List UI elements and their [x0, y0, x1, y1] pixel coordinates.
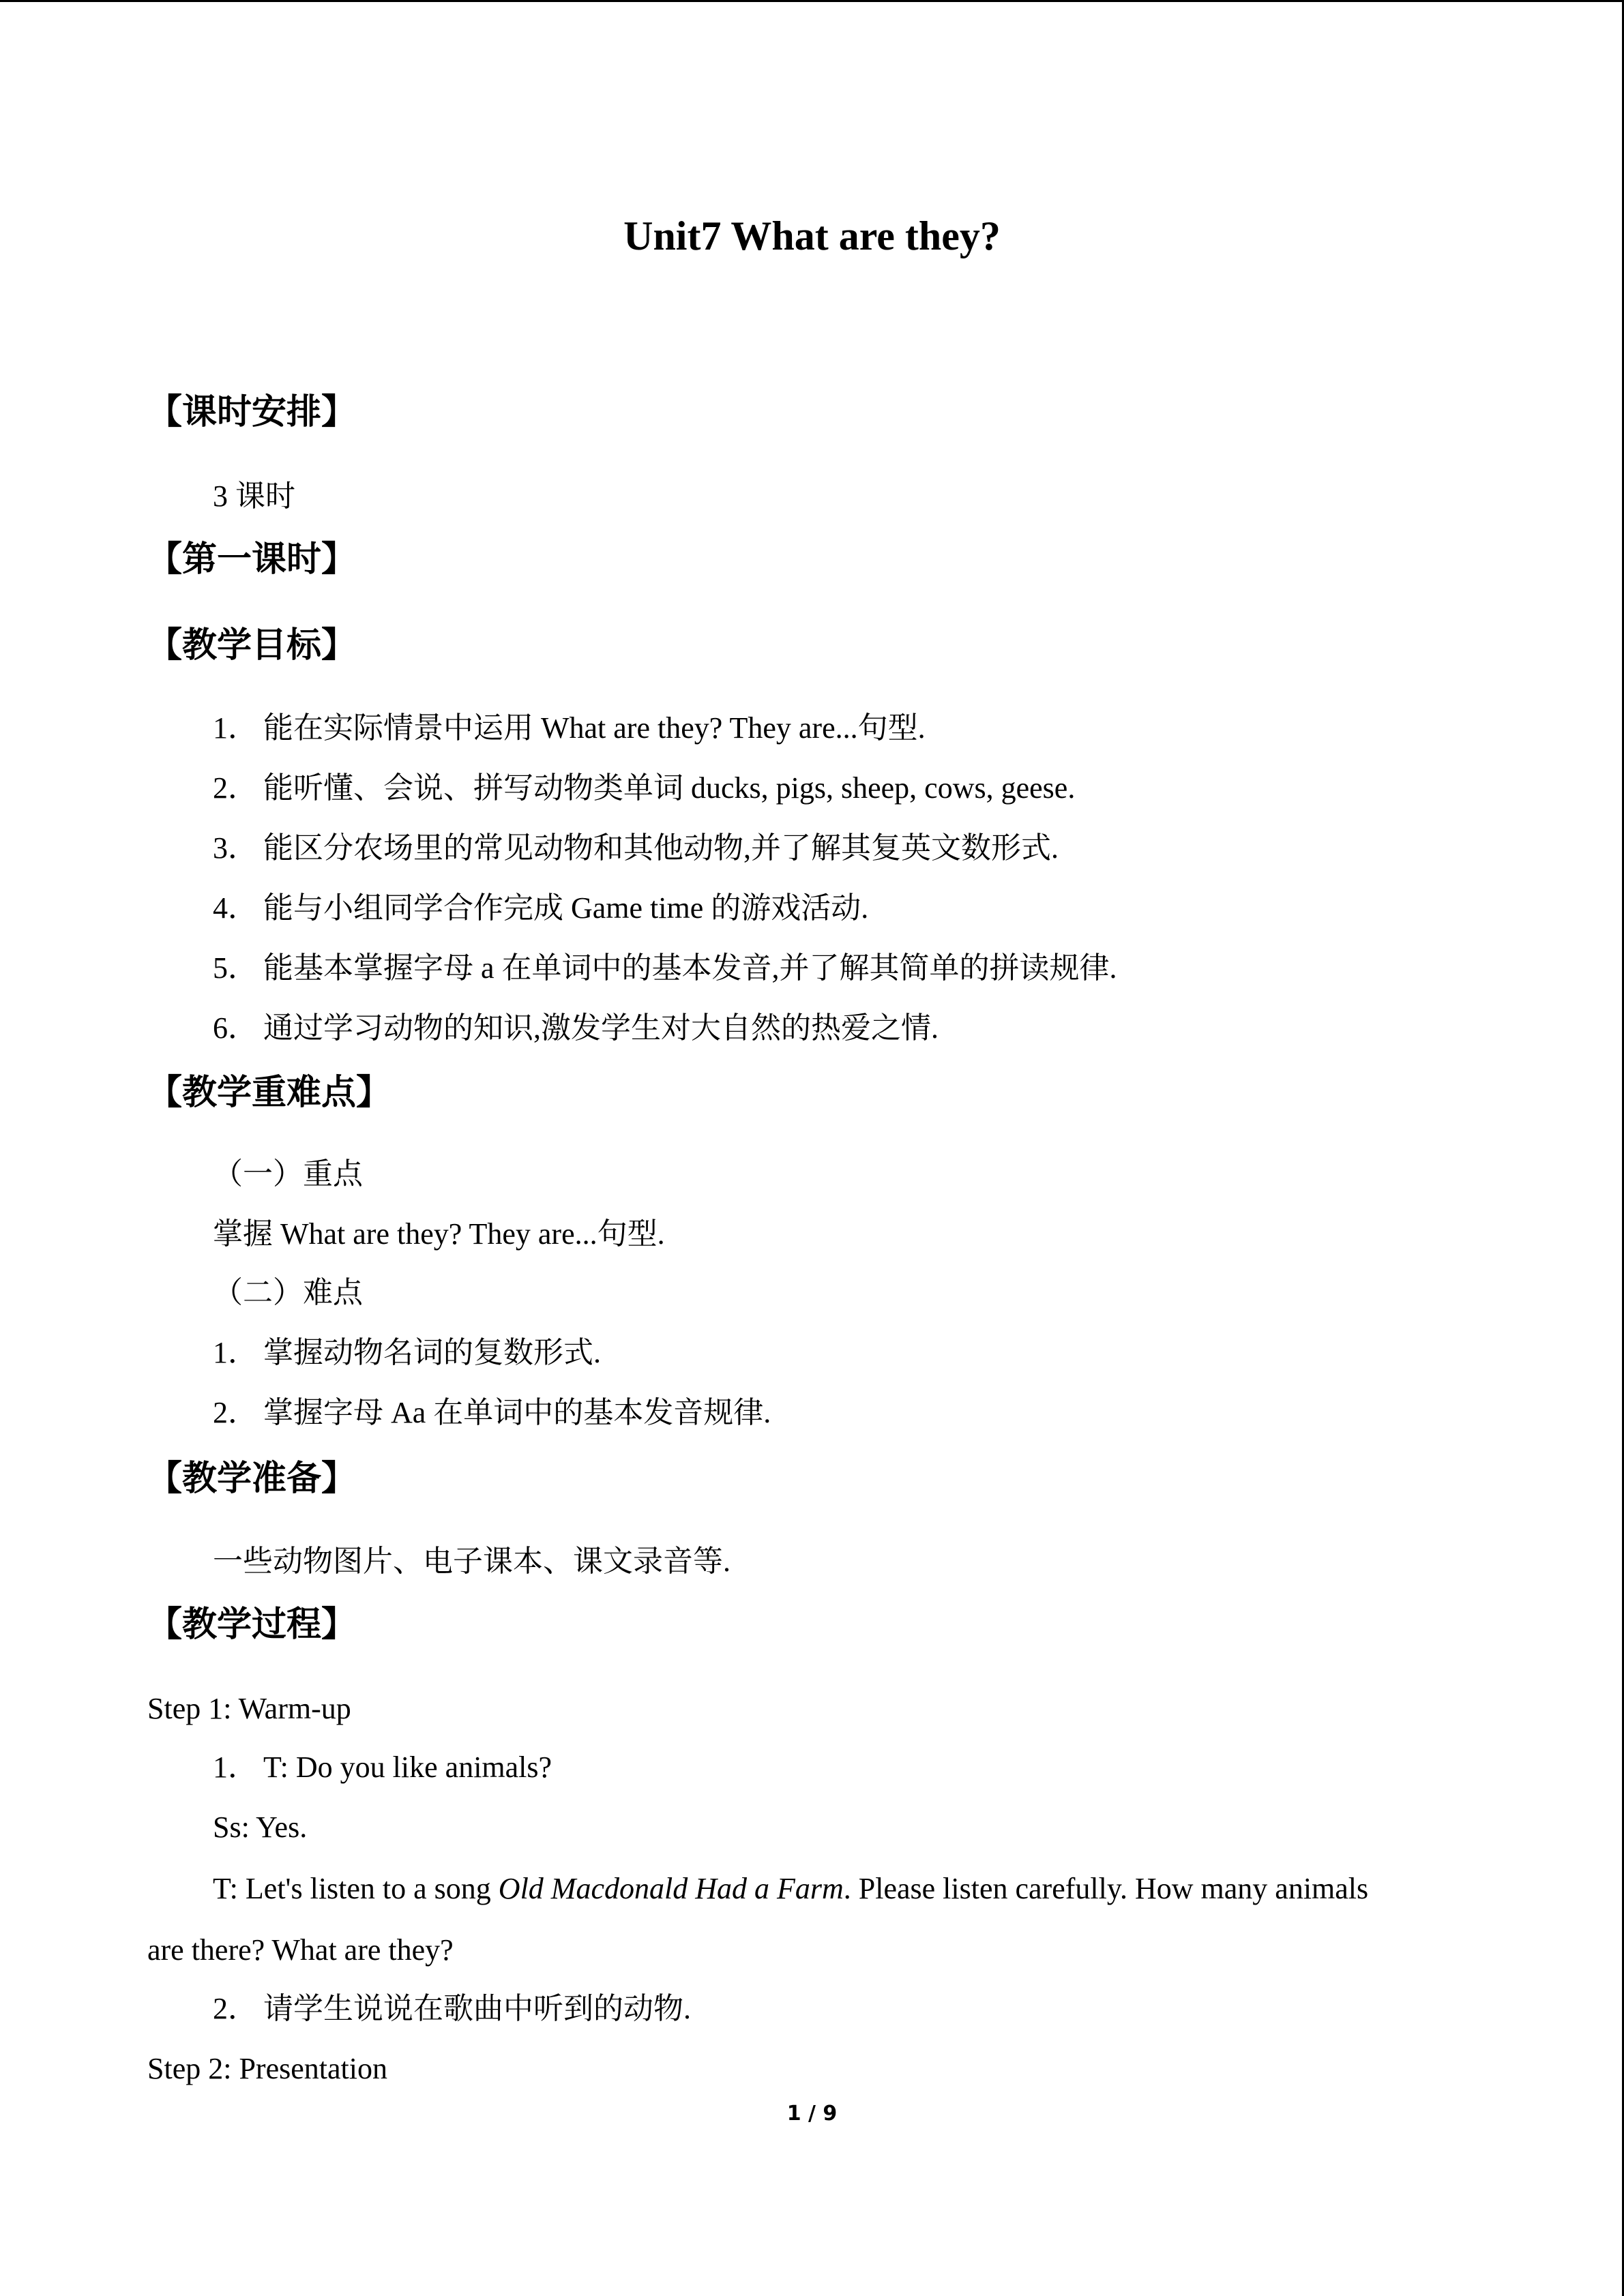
document-title: Unit7 What are they? [623, 213, 1001, 258]
goal-text: 能听懂、会说、拼写动物类单词 ducks, pigs, sheep, cows, geese. [263, 771, 1076, 805]
step1-item2 [213, 1988, 691, 2029]
step1-item2-text: 请学生说说在歌曲中听到的动物. [263, 1992, 691, 2025]
goal-number: 1． [213, 711, 258, 745]
schedule-value: 3 课时 [213, 479, 295, 513]
goal-text: 能与小组同学合作完成 Game time 的游戏活动. [263, 891, 869, 925]
step1-item1 [213, 1747, 552, 1788]
lesson1-heading: 【第一课时】 [147, 539, 357, 580]
goal-item [213, 828, 1059, 869]
difficult-label: （二）难点 [213, 1276, 363, 1309]
key-label: （一）重点 [213, 1157, 363, 1191]
goal-item [213, 768, 1075, 809]
difficult-item [213, 1392, 771, 1433]
step1-item2-number: 2． [213, 1992, 258, 2025]
goal-number: 4． [213, 891, 258, 925]
goal-text: 能区分农场里的常见动物和其他动物,并了解其复英文数形式. [263, 831, 1059, 865]
difficult-number: 2． [213, 1396, 258, 1429]
step2-title: Step 2: Presentation [147, 2052, 387, 2085]
goal-text: 能基本掌握字母 a 在单词中的基本发音,并了解其简单的拼读规律. [263, 951, 1117, 985]
key-points-heading: 【教学重难点】 [147, 1073, 392, 1113]
goal-item [213, 948, 1117, 989]
goal-item [213, 888, 868, 929]
prep-text: 一些动物图片、电子课本、课文录音等. [213, 1545, 730, 1578]
step1-title: Step 1: Warm-up [147, 1692, 351, 1725]
step1-teacher-cont: are there? What are they? [147, 1933, 454, 1967]
step1-teacher-line [213, 1868, 1368, 1909]
schedule-heading: 【课时安排】 [147, 392, 357, 432]
goal-text: 通过学习动物的知识,激发学生对大自然的热爱之情. [263, 1011, 939, 1045]
step1-item1-number: 1． [213, 1750, 258, 1784]
goal-number: 6． [213, 1011, 258, 1045]
step1-teacher-before: T: Let's listen to a song [213, 1872, 499, 1905]
page-frame-top [0, 0, 1624, 2]
song-title: Old Macdonald Had a Farm [498, 1872, 844, 1905]
goal-item [213, 1008, 939, 1049]
step1-teacher-after: . Please listen carefully. How many animals [843, 1872, 1369, 1905]
goal-number: 3． [213, 831, 258, 865]
difficult-number: 1． [213, 1336, 258, 1369]
difficult-text: 掌握动物名词的复数形式. [263, 1336, 601, 1369]
difficult-text: 掌握字母 Aa 在单词中的基本发音规律. [263, 1396, 771, 1429]
goal-text: 能在实际情景中运用 What are they? They are...句型. [263, 711, 926, 745]
prep-heading: 【教学准备】 [147, 1459, 357, 1499]
page-number: 1 / 9 [786, 2102, 838, 2126]
goal-number: 2． [213, 771, 258, 805]
difficult-item [213, 1332, 601, 1373]
process-heading: 【教学过程】 [147, 1605, 357, 1645]
goal-item [213, 708, 926, 749]
step1-ss: Ss: Yes. [213, 1810, 308, 1844]
goal-number: 5． [213, 951, 258, 985]
step1-item1-text: T: Do you like animals? [263, 1750, 552, 1784]
goals-heading: 【教学目标】 [147, 625, 357, 666]
key-text: 掌握 What are they? They are...句型. [213, 1217, 665, 1251]
